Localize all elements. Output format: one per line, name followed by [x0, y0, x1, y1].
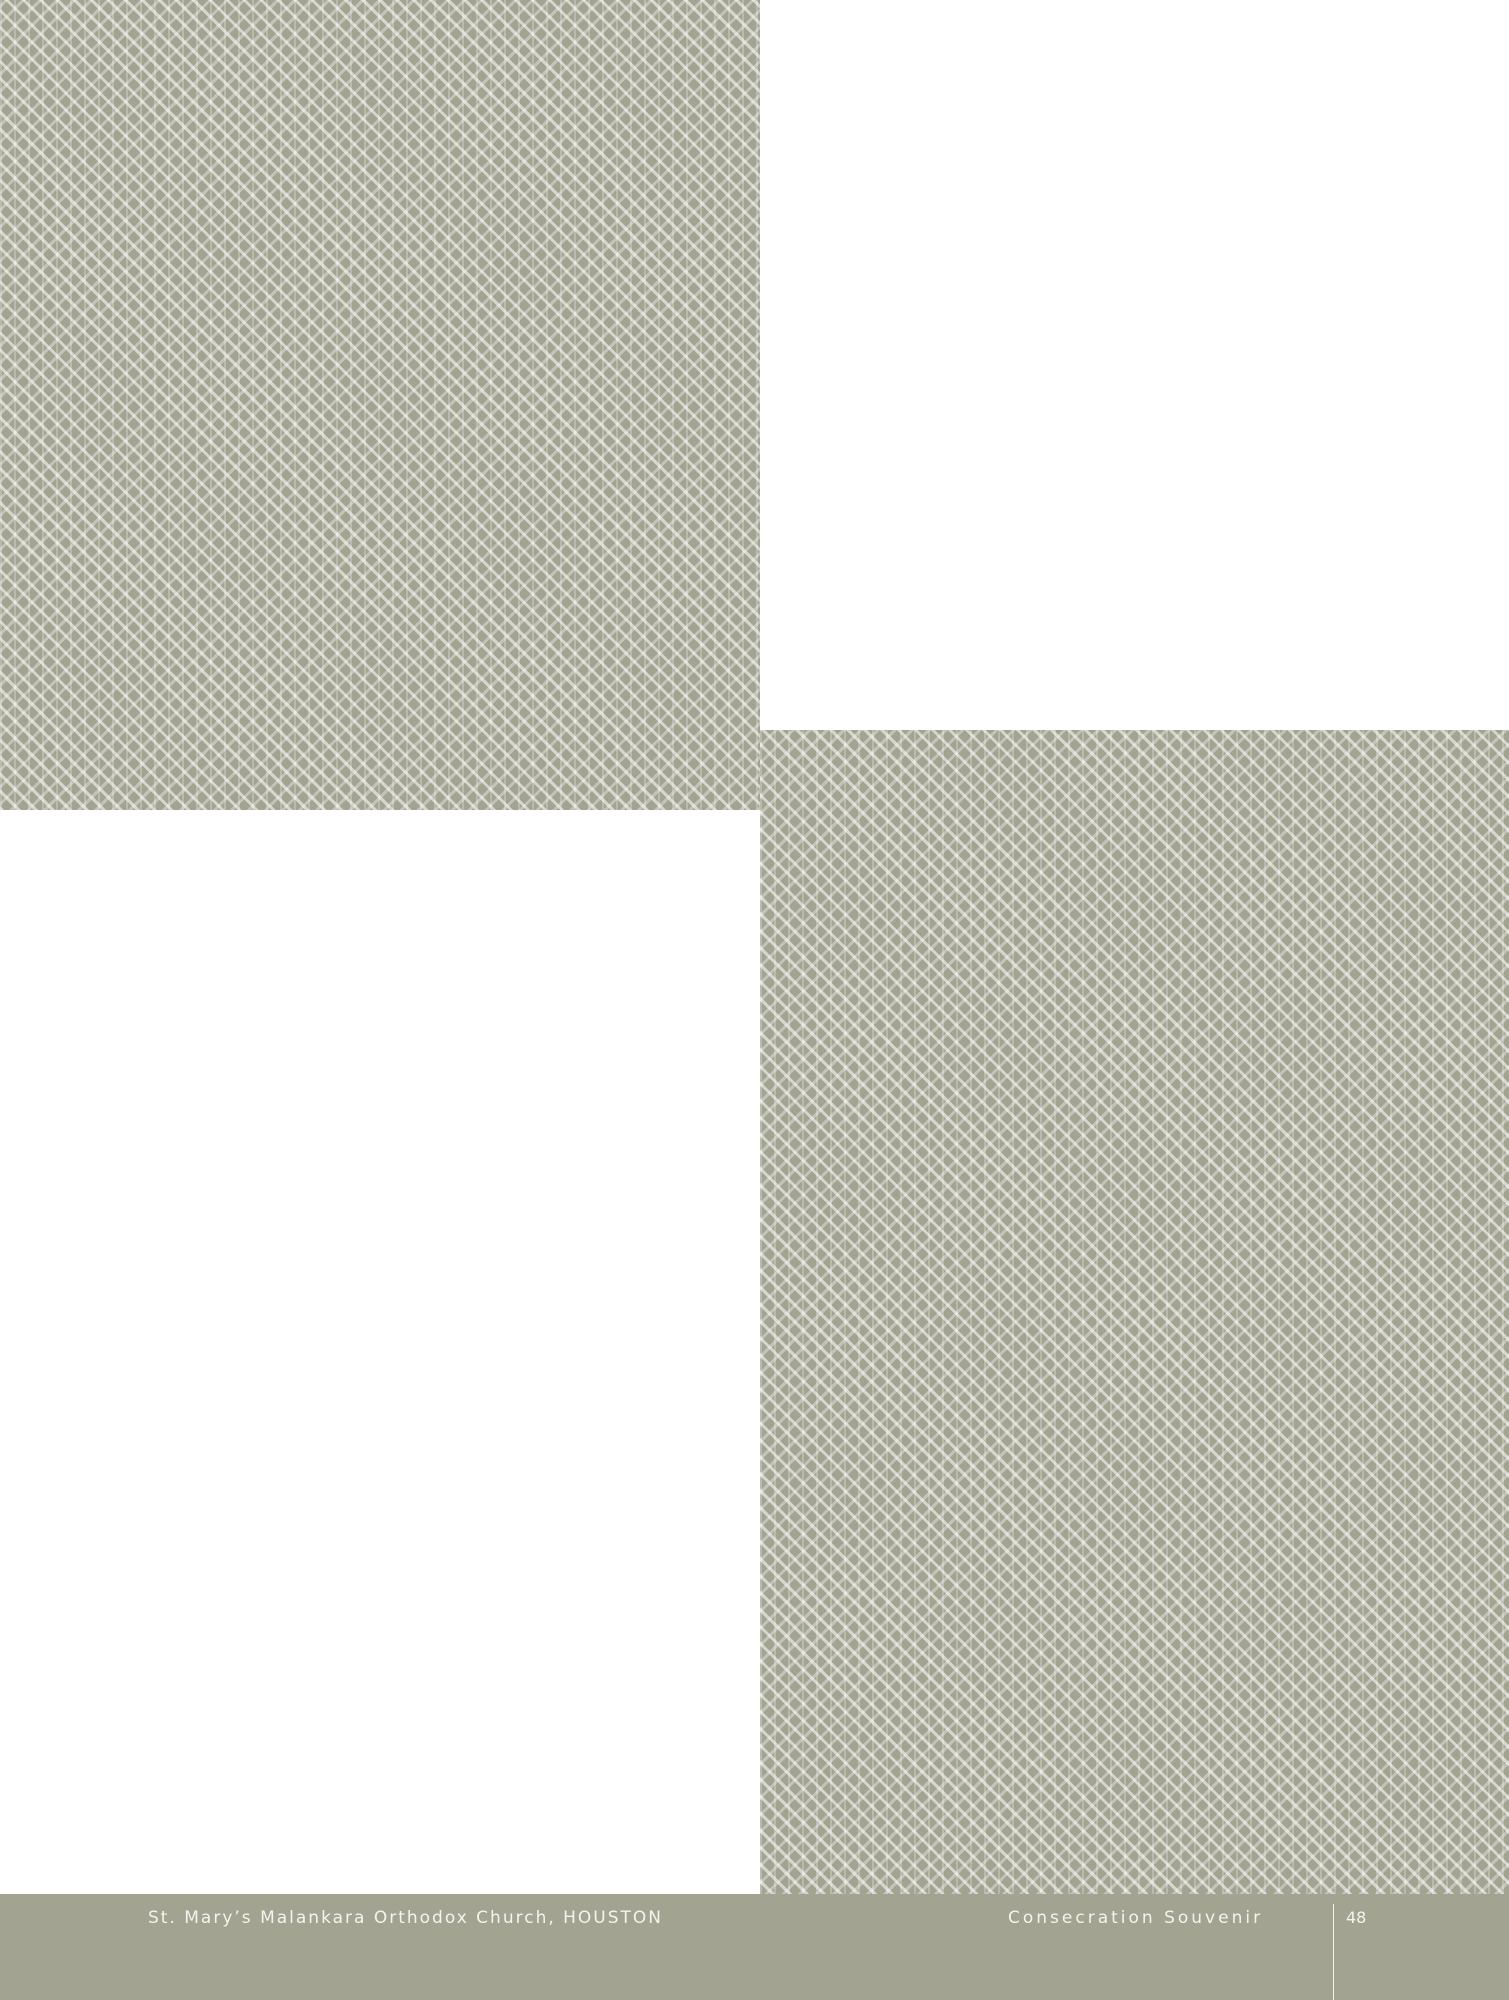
page-number: 48: [1346, 1908, 1367, 1927]
article-left-column-bottom: [142, 812, 734, 1890]
article-right-column-top: [773, 106, 1365, 706]
article-left-column-top: [142, 106, 734, 786]
footer-souvenir-title: Consecration Souvenir: [1008, 1908, 1264, 1928]
article-right-column-bottom: [773, 738, 1365, 1888]
footer-church-name: St. Mary’s Malankara Orthodox Church, HOUSTON: [148, 1908, 664, 1928]
footer-divider: [1333, 1904, 1334, 2000]
page-footer: [0, 1894, 1509, 2000]
